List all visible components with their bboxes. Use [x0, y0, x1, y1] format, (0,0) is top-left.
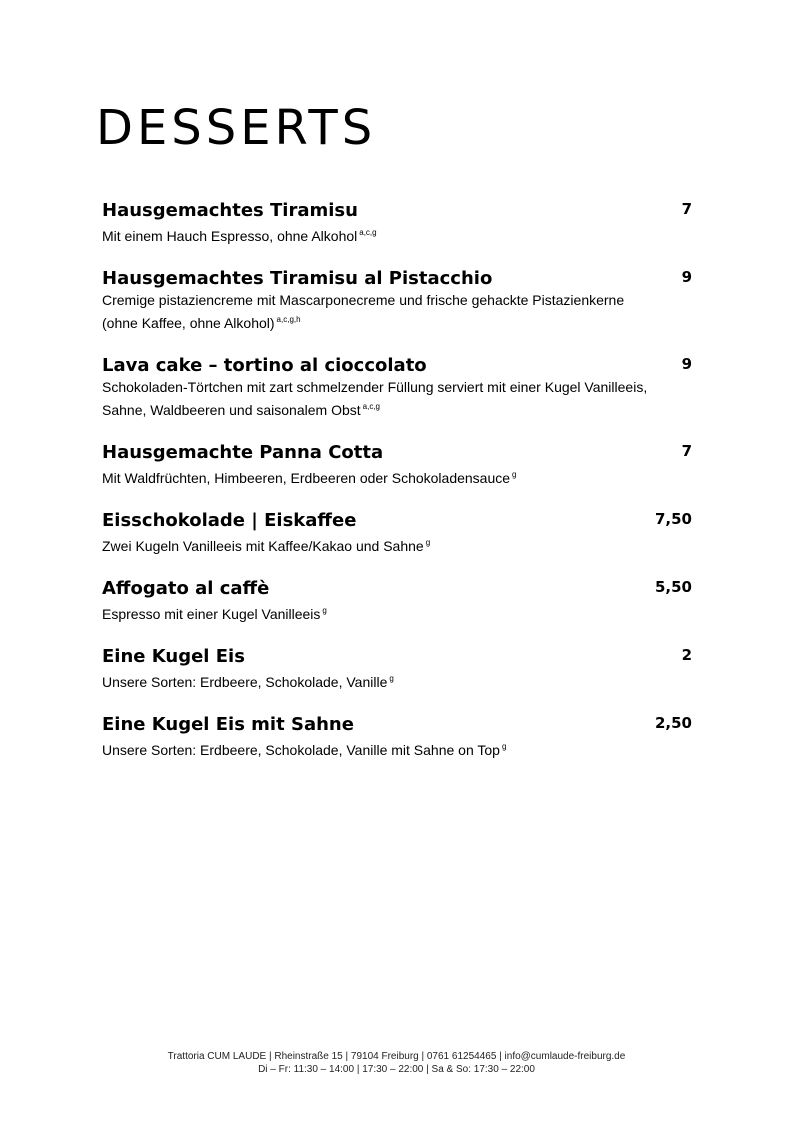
- allergen-codes: g: [322, 606, 327, 615]
- menu-item: [102, 644, 692, 692]
- menu-item: [102, 353, 692, 420]
- allergen-codes: g: [425, 538, 431, 547]
- menu-item: [102, 508, 692, 556]
- item-description: [102, 291, 692, 333]
- footer: [0, 1050, 793, 1076]
- description-text: Zwei Kugeln Vanilleeis mit Kaffee/Kakao und Sahne: [102, 538, 424, 554]
- allergen-codes: g: [512, 470, 517, 479]
- item-description: [102, 533, 692, 556]
- page-title: DESSERTS: [96, 100, 377, 156]
- item-description: [102, 465, 692, 488]
- menu-item: [102, 198, 692, 246]
- item-name: Hausgemachtes Tiramisu: [102, 200, 358, 221]
- item-description: [102, 378, 692, 420]
- description-text: Cremige pistaziencreme mit Mascarponecreme und frische gehackte Pistazienkerne (ohne Kaffee, ohne Alkohol): [102, 292, 625, 331]
- menu-item: [102, 576, 692, 624]
- menu-item: [102, 266, 692, 333]
- allergen-codes: a,c,g: [362, 402, 380, 411]
- item-price: 7: [681, 200, 692, 218]
- dessert-menu: [102, 198, 692, 780]
- item-price: 7,50: [654, 510, 692, 528]
- item-name: Affogato al caffè: [102, 578, 270, 599]
- item-name: Hausgemachtes Tiramisu al Pistacchio: [102, 268, 493, 289]
- item-price: 7: [681, 442, 692, 460]
- item-description: [102, 737, 692, 760]
- description-text: Mit Waldfrüchten, Himbeeren, Erdbeeren oder Schokoladensauce: [102, 470, 511, 486]
- item-name: Eine Kugel Eis mit Sahne: [102, 714, 354, 735]
- item-price: 2,50: [654, 714, 692, 732]
- description-text: Unsere Sorten: Erdbeere, Schokolade, Vanille: [102, 674, 388, 690]
- allergen-codes: a,c,g: [359, 228, 377, 237]
- footer-hours: Di – Fr: 11:30 – 14:00 | 17:30 – 22:00 | Sa & So: 17:30 – 22:00: [258, 1064, 535, 1075]
- item-description: [102, 223, 692, 246]
- allergen-codes: g: [501, 742, 507, 751]
- description-text: Schokoladen-Törtchen mit zart schmelzender Füllung serviert mit einer Kugel Vanilleeis, Sahne, Waldbeeren und saisonalem Obst: [102, 379, 648, 418]
- description-text: Mit einem Hauch Espresso, ohne Alkohol: [102, 228, 358, 244]
- description-text: Unsere Sorten: Erdbeere, Schokolade, Vanille mit Sahne on Top: [102, 742, 500, 758]
- item-description: [102, 601, 692, 624]
- item-price: 2: [681, 646, 692, 664]
- item-description: [102, 669, 692, 692]
- item-name: Hausgemachte Panna Cotta: [102, 442, 384, 463]
- description-text: Espresso mit einer Kugel Vanilleeis: [102, 606, 321, 622]
- allergen-codes: g: [389, 674, 394, 683]
- item-name: Eisschokolade | Eiskaffee: [102, 510, 357, 531]
- menu-item: [102, 712, 692, 760]
- footer-contact: Trattoria CUM LAUDE | Rheinstraße 15 | 79104 Freiburg | 0761 61254465 | info@cumlaude-freiburg.de: [167, 1051, 626, 1062]
- menu-item: [102, 440, 692, 488]
- item-name: Eine Kugel Eis: [102, 646, 245, 667]
- item-price: 9: [681, 268, 692, 286]
- item-price: 5,50: [654, 578, 692, 596]
- item-name: Lava cake – tortino al cioccolato: [102, 355, 427, 376]
- allergen-codes: a,c,g,h: [276, 315, 301, 324]
- item-price: 9: [681, 355, 692, 373]
